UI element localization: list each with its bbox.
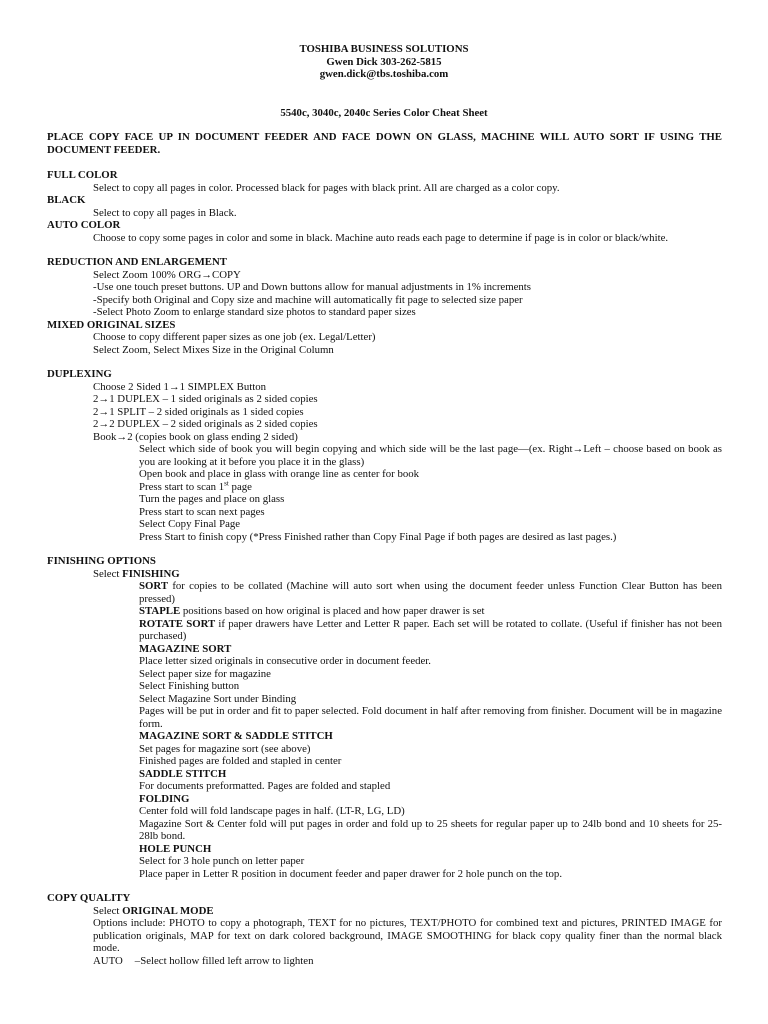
sort-option xyxy=(47,580,722,605)
hole-punch-heading: HOLE PUNCH xyxy=(139,842,212,855)
auto-color-text: Choose to copy some pages in color and some in black. Machine auto reads each page to determine if page is in color or black/white. xyxy=(93,231,669,244)
book-step-tail: page xyxy=(228,480,252,493)
saddle-stitch-line: For documents preformatted. Pages are folded and stapled xyxy=(139,780,391,792)
sort-label: SORT xyxy=(139,580,169,592)
rotate-sort-option xyxy=(47,618,722,643)
rotate-sort-label: ROTATE SORT xyxy=(139,617,216,630)
magazine-line: Select paper size for magazine xyxy=(139,667,271,680)
duplex-line: 2→2 DUPLEX – 2 sided originals as 2 sided copies xyxy=(93,418,318,430)
original-mode-keyword: ORIGINAL MODE xyxy=(122,904,214,917)
book-step: Press start to scan next pages xyxy=(139,505,265,518)
book-step: Press Start to finish copy (*Press Finished rather than Copy Final Page if both pages are desired as last pages.) xyxy=(139,530,617,543)
reduction-line: -Use one touch preset buttons. UP and Down buttons allow for manual adjustments in 1% increments xyxy=(93,281,531,293)
mixed-line: Choose to copy different paper sizes as one job (ex. Legal/Letter) xyxy=(93,331,376,343)
company-name: TOSHIBA BUSINESS SOLUTIONS xyxy=(299,43,469,55)
full-color-text: Select to copy all pages in color. Processed black for pages with black print. All are charged as a color copy. xyxy=(93,181,560,194)
section-heading-reduction: REDUCTION AND ENLARGEMENT xyxy=(47,256,227,268)
black-text: Select to copy all pages in Black. xyxy=(93,206,237,219)
section-heading-auto-color: AUTO COLOR xyxy=(47,219,121,231)
magazine-line: Select Finishing button xyxy=(139,680,240,692)
duplex-line: 2→1 DUPLEX – 1 sided originals as 2 sided copies xyxy=(93,393,318,405)
document-header xyxy=(0,43,768,81)
rotate-sort-text: if paper drawers have Letter and Letter R paper. Each set will be rotated to collate. (Useful if finisher has not been purchased) xyxy=(139,617,722,642)
magazine-line: Select Magazine Sort under Binding xyxy=(139,692,297,705)
auto-text: –Select hollow filled left arrow to lighten xyxy=(134,954,314,967)
magazine-sort-heading: MAGAZINE SORT xyxy=(139,642,232,655)
quality-options: Options include: PHOTO to copy a photograph, TEXT for no pictures, TEXT/PHOTO for combined text and pictures, PRINTED IMAGE for publication originals, MAP for text on dark colored background, IMAGE SMOOTHING for black copy quality finer than the normal black mode. xyxy=(93,917,722,954)
intro-instructions: PLACE COPY FACE UP IN DOCUMENT FEEDER AND FACE DOWN ON GLASS, MACHINE WILL AUTO SORT IF USING THE DOCUMENT FEEDER. xyxy=(47,131,722,156)
folding-heading: FOLDING xyxy=(139,792,190,805)
magazine-saddle-line: Finished pages are folded and stapled in center xyxy=(139,755,342,767)
book-step: Open book and place in glass with orange line as center for book xyxy=(139,468,420,480)
magazine-line: Place letter sized originals in consecutive order in document feeder. xyxy=(139,655,432,667)
magazine-line: Pages will be put in order and fit to paper selected. Fold document in half after removing from finisher. Document will be in magazine form. xyxy=(139,705,722,730)
staple-option xyxy=(47,605,722,618)
duplex-line: Choose 2 Sided 1→1 SIMPLEX Button xyxy=(93,380,267,393)
section-heading-duplexing: DUPLEXING xyxy=(47,368,112,380)
reduction-line: -Specify both Original and Copy size and machine will automatically fit page to selected size paper xyxy=(93,293,523,306)
quality-select-line xyxy=(47,905,722,918)
quality-auto-line xyxy=(47,955,722,968)
duplex-line: Book→2 (copies book on glass ending 2 sided) xyxy=(93,430,298,443)
book-step: Select which side of book you will begin copying and which side will be the last page—(ex. Right→Left – choose based on book as you are looking at it before you place it in the glass) xyxy=(139,443,722,468)
select-prefix: Select xyxy=(93,567,123,580)
magazine-saddle-line: Set pages for magazine sort (see above) xyxy=(139,742,311,755)
sort-text: for copies to be collated (Machine will auto sort when using the document feeder unless Function Clear Button has been pressed) xyxy=(139,580,722,605)
magazine-saddle-heading: MAGAZINE SORT & SADDLE STITCH xyxy=(139,730,333,742)
book-step xyxy=(47,478,722,494)
document-title: 5540c, 3040c, 2040c Series Color Cheat Sheet xyxy=(280,107,488,119)
saddle-stitch-heading: SADDLE STITCH xyxy=(139,767,227,780)
hole-punch-line: Select for 3 hole punch on letter paper xyxy=(139,855,305,867)
contact-email: gwen.dick@tbs.toshiba.com xyxy=(319,68,449,81)
book-step-text: Press start to scan 1 xyxy=(139,480,225,493)
section-heading-copy-quality: COPY QUALITY xyxy=(47,892,131,904)
document-body xyxy=(47,169,722,967)
section-heading-full-color: FULL COLOR xyxy=(47,169,118,181)
duplex-line: 2→1 SPLIT – 2 sided originals as 1 sided copies xyxy=(93,405,304,418)
mixed-line: Select Zoom, Select Mixes Size in the Original Column xyxy=(93,343,334,356)
auto-label: AUTO xyxy=(93,954,123,967)
folding-line: Magazine Sort & Center fold will put pages in order and fold up to 25 sheets for regular paper up to 24lb bond and 10 sheets for 25-28lb bond. xyxy=(139,817,722,842)
finishing-select-line xyxy=(47,568,722,581)
folding-line: Center fold will fold landscape pages in half. (LT-R, LG, LD) xyxy=(139,805,405,817)
book-step: Select Copy Final Page xyxy=(139,518,241,530)
reduction-line: -Select Photo Zoom to enlarge standard size photos to standard paper sizes xyxy=(93,306,416,318)
section-heading-black: BLACK xyxy=(47,194,86,206)
staple-text: positions based on how original is placed and how paper drawer is set xyxy=(180,605,485,617)
reduction-line: Select Zoom 100% ORG→COPY xyxy=(93,268,241,281)
book-step: Turn the pages and place on glass xyxy=(139,493,285,505)
ordinal-suffix: st xyxy=(224,478,229,487)
hole-punch-line: Place paper in Letter R position in document feeder and paper drawer for 2 hole punch on the top. xyxy=(139,867,563,880)
staple-label: STAPLE xyxy=(139,605,181,617)
section-heading-mixed-sizes: MIXED ORIGINAL SIZES xyxy=(47,318,176,331)
contact-line: Gwen Dick 303-262-5815 xyxy=(326,55,442,68)
select-prefix: Select xyxy=(93,904,123,917)
finishing-keyword: FINISHING xyxy=(122,567,180,580)
section-heading-finishing: FINISHING OPTIONS xyxy=(47,555,156,567)
